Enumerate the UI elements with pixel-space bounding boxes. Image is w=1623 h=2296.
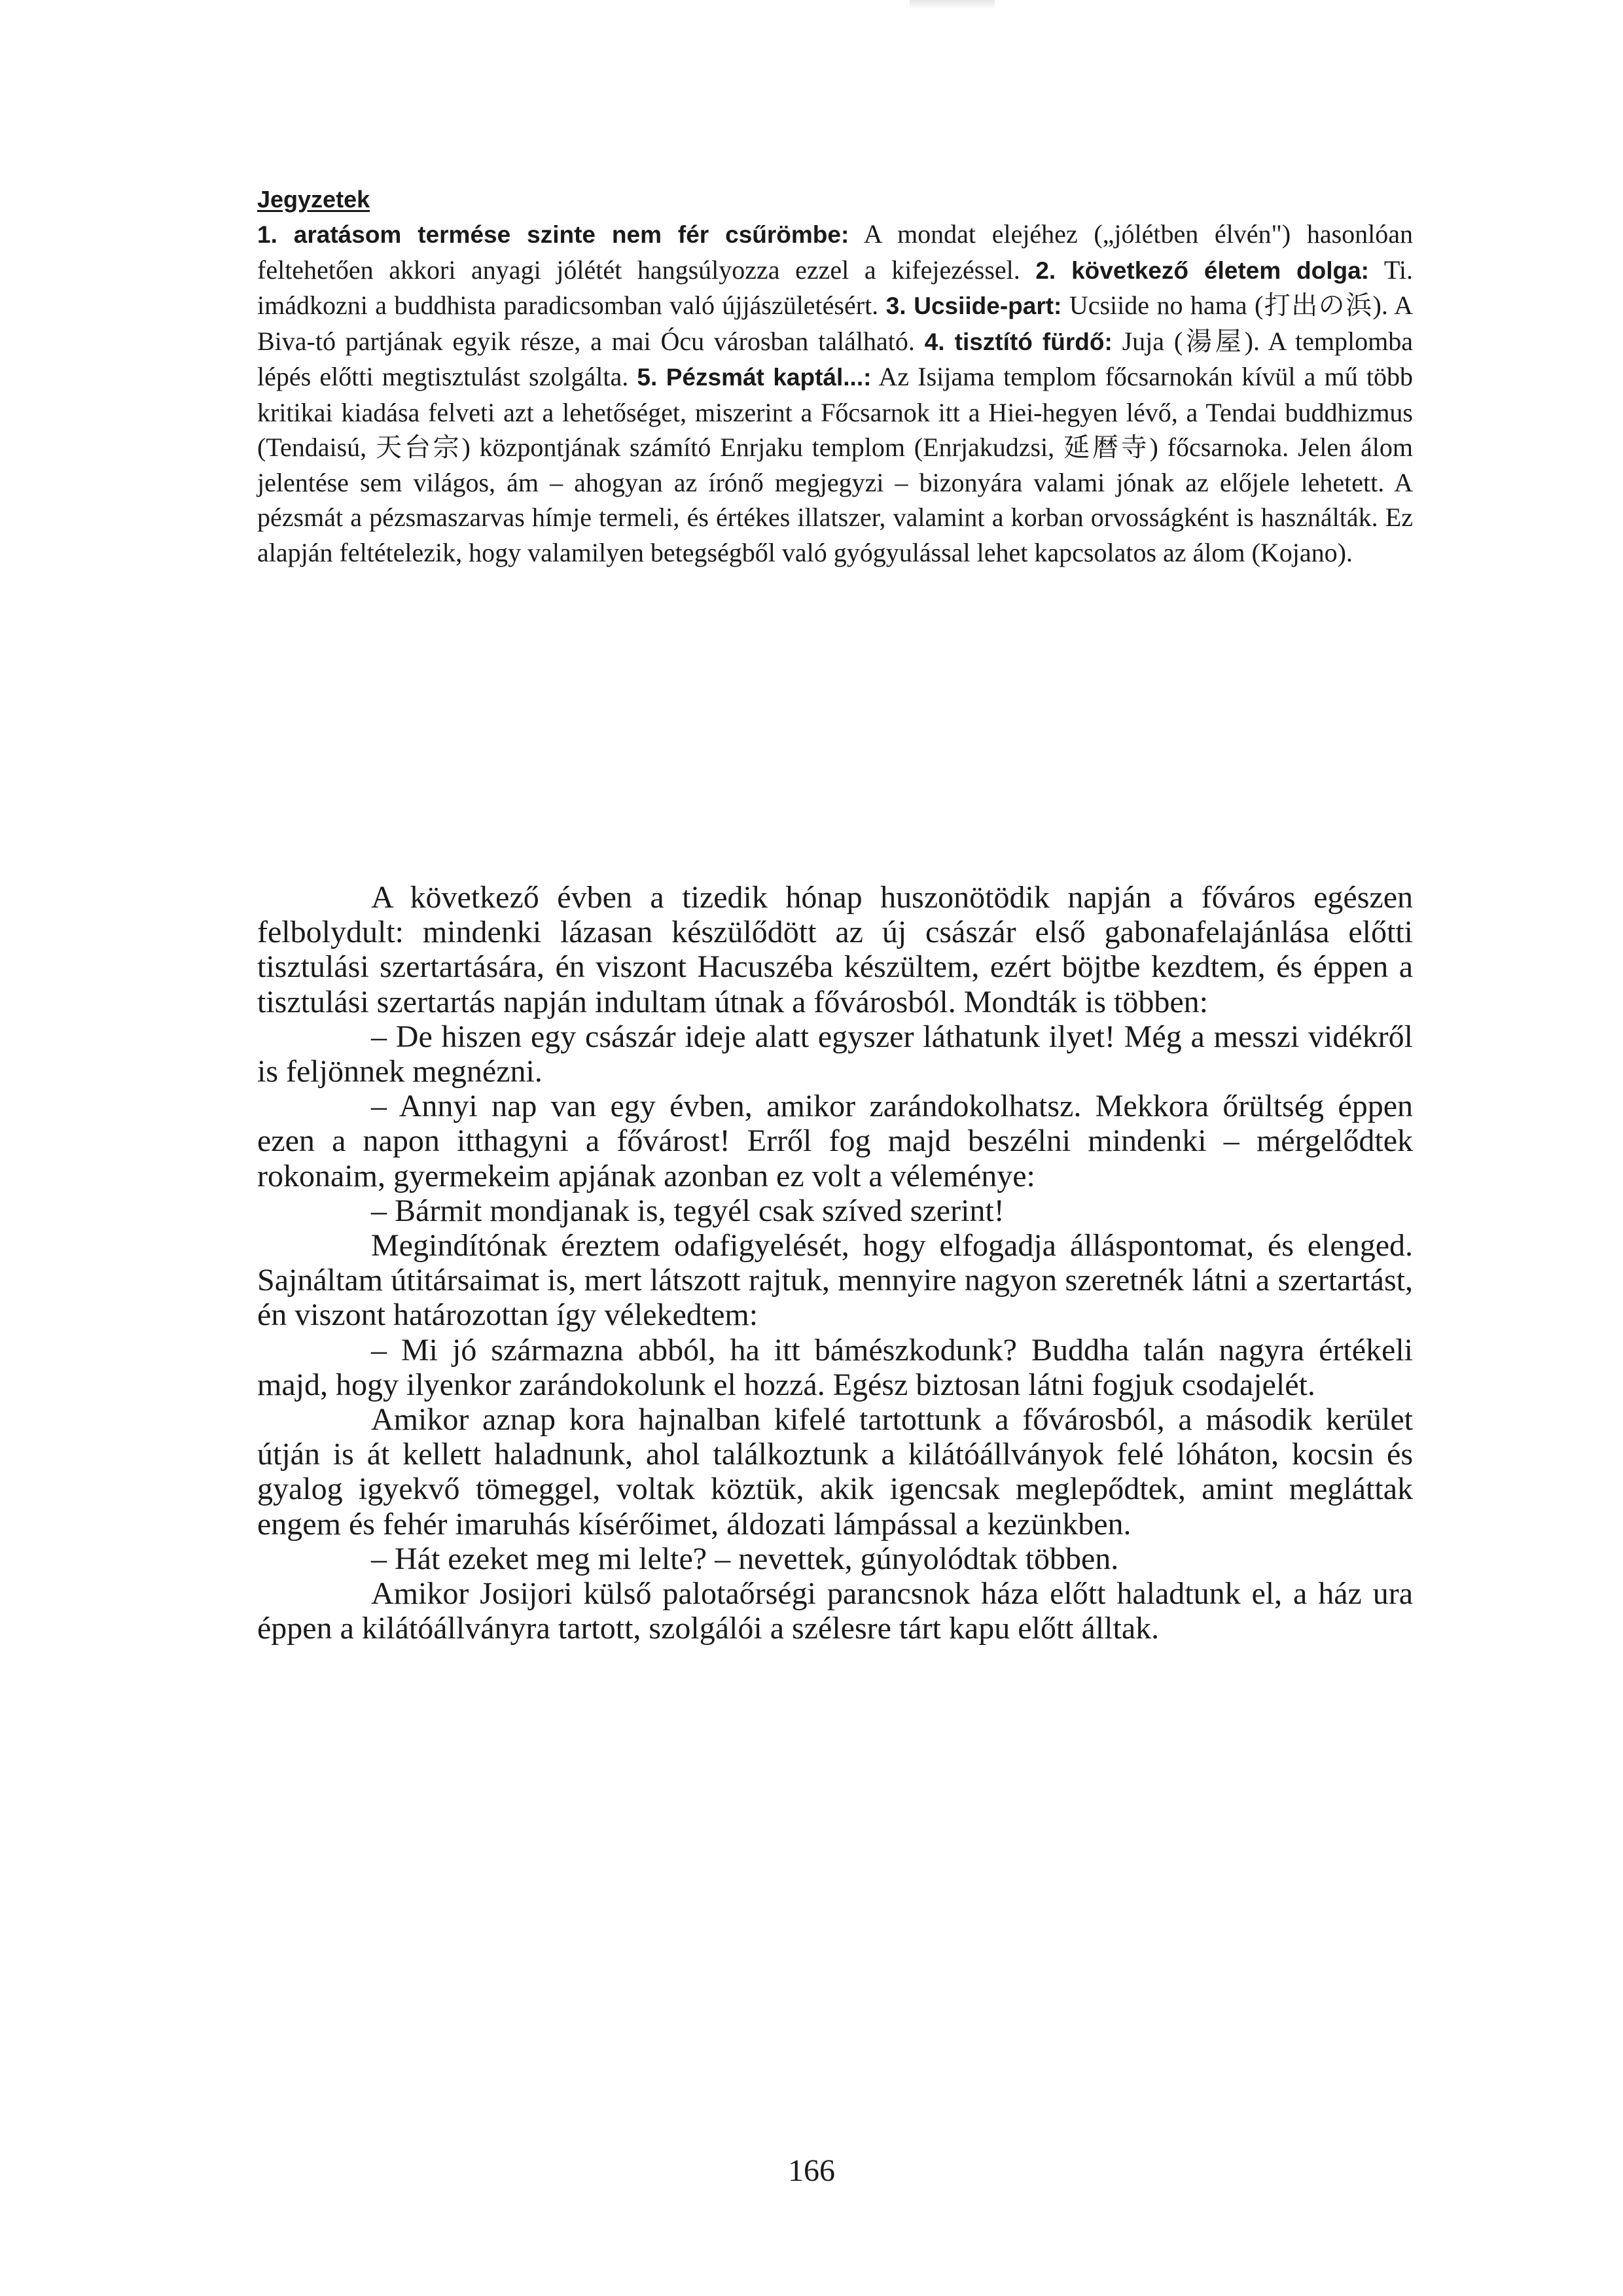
dialogue-paragraph: – Hát ezeket meg mi lelte? – nevettek, gúnyolódtak többen. — [371, 1541, 1119, 1576]
note-number: 4. — [924, 328, 955, 355]
note-term: aratásom termése szinte nem fér csűrömbe: — [293, 221, 849, 248]
dialogue-paragraph: – Bármit mondjanak is, tegyél csak szíved szerint! — [371, 1193, 1005, 1228]
note-number: 5. — [637, 364, 666, 391]
note-term: Pézsmát kaptál...: — [666, 364, 872, 391]
note-5 — [257, 362, 1413, 567]
note-text: A mondat elejéhez („jólétben élvén") hasonlóan feltehetően akkori anyagi jólétét hangsúlyozza ezzel a kifejezéssel. — [257, 219, 1414, 285]
body-paragraph: Amikor Josijori külső palotaőrségi parancsnok háza előtt haladtunk el, a ház ura éppen a kilátóállványra tartott, szolgálói a szélesre tárt kapu előtt álltak. — [257, 1576, 1413, 1646]
main-text — [257, 880, 1413, 1646]
note-number: 3. — [885, 292, 914, 319]
note-number: 2. — [1035, 256, 1072, 284]
body-paragraph: A következő évben a tizedik hónap huszonötödik napján a főváros egészen felbolydult: mindenki lázasan készülődött az új császár első gabonafelajánlása előtti tisztulási szertartására, én viszont Hacuszéba készültem, ezért böjtbe kezdtem, és éppen a tisztulási szertartás napján indultam útnak a fővárosból. Mondták is többen: — [257, 880, 1413, 1019]
dialogue-paragraph: – Annyi nap van egy évben, amikor zarándokolhatsz. Mekkora őrültség éppen ezen a napon itthagyni a fővárost! Erről fog majd beszélni mindenki – mérgelődtek rokonaim, gyermekeim apjának azonban ez volt a véleménye: — [257, 1089, 1413, 1193]
footnotes-section — [257, 186, 1413, 570]
body-paragraph: Megindítónak éreztem odafigyelését, hogy elfogadja álláspontomat, és elenged. Sajnáltam útitársaimat is, mert látszott rajtuk, mennyire nagyon szeretnék látni a szertartást, én viszont határozottan így vélekedtem: — [257, 1228, 1413, 1333]
dialogue-paragraph: – De hiszen egy császár ideje alatt egyszer láthatunk ilyet! Még a messzi vidékről is feljönnek megnézni. — [257, 1019, 1413, 1089]
page-number: 166 — [788, 2153, 835, 2188]
scan-artifact — [910, 0, 995, 9]
note-term: következő életem dolga: — [1071, 256, 1369, 284]
note-text: Ti. imádkozni a buddhista paradicsomban való újjászületésért. — [257, 255, 1413, 320]
body-paragraph: Amikor aznap kora hajnalban kifelé tartottunk a fővárosból, a második kerület útján is át kellett haladnunk, ahol találkoztunk a kilátóállványok felé lóháton, kocsin és gyalog igyekvő tömeggel, voltak köztük, akik igencsak meglepődtek, amint megláttak engem és fehér imaruhás kísérőimet, áldozati lámpással a kezünkben. — [257, 1402, 1413, 1542]
note-term: tisztító fürdő: — [954, 328, 1113, 355]
notes-paragraph — [257, 217, 1413, 570]
note-text: Juja (湯屋). A templomba lépés előtti megtisztulást szolgálta. — [257, 326, 1414, 391]
note-text: Ucsiide no hama (打出の浜). A Biva-tó partjának egyik része, a mai Ócu városban található. — [257, 291, 1413, 356]
note-term: Ucsiide-part: — [914, 292, 1062, 319]
dialogue-paragraph: – Mi jó származna abból, ha itt bámészkodunk? Buddha talán nagyra értékeli majd, hogy ilyenkor zarándokolunk el hozzá. Egész biztosan látni fogjuk csodajelét. — [257, 1332, 1413, 1402]
note-number: 1. — [257, 221, 294, 248]
notes-heading: Jegyzetek — [257, 186, 370, 213]
note-text: Az Isijama templom főcsarnokán kívül a mű több kritikai kiadása felveti azt a lehetőséget, miszerint a Főcsarnok itt a Hiei-hegyen lévő, a Tendai buddhizmus (Tendaisú, 天台宗) központjának számító Enrjaku templom (Enrjakudzsi, 延暦寺) főcsarnoka. Jelen álom jelentése sem világos, ám – ahogyan az írónő megjegyzi – bizonyára valami jónak az előjele lehetett. A pézsmát a pézsmaszarvas hímje termeli, és értékes illatszer, valamint a korban orvosságként is használták. Ez alapján feltételezik, hogy valamilyen betegségből való gyógyulással lehet kapcsolatos az álom (Kojano). — [257, 362, 1413, 567]
